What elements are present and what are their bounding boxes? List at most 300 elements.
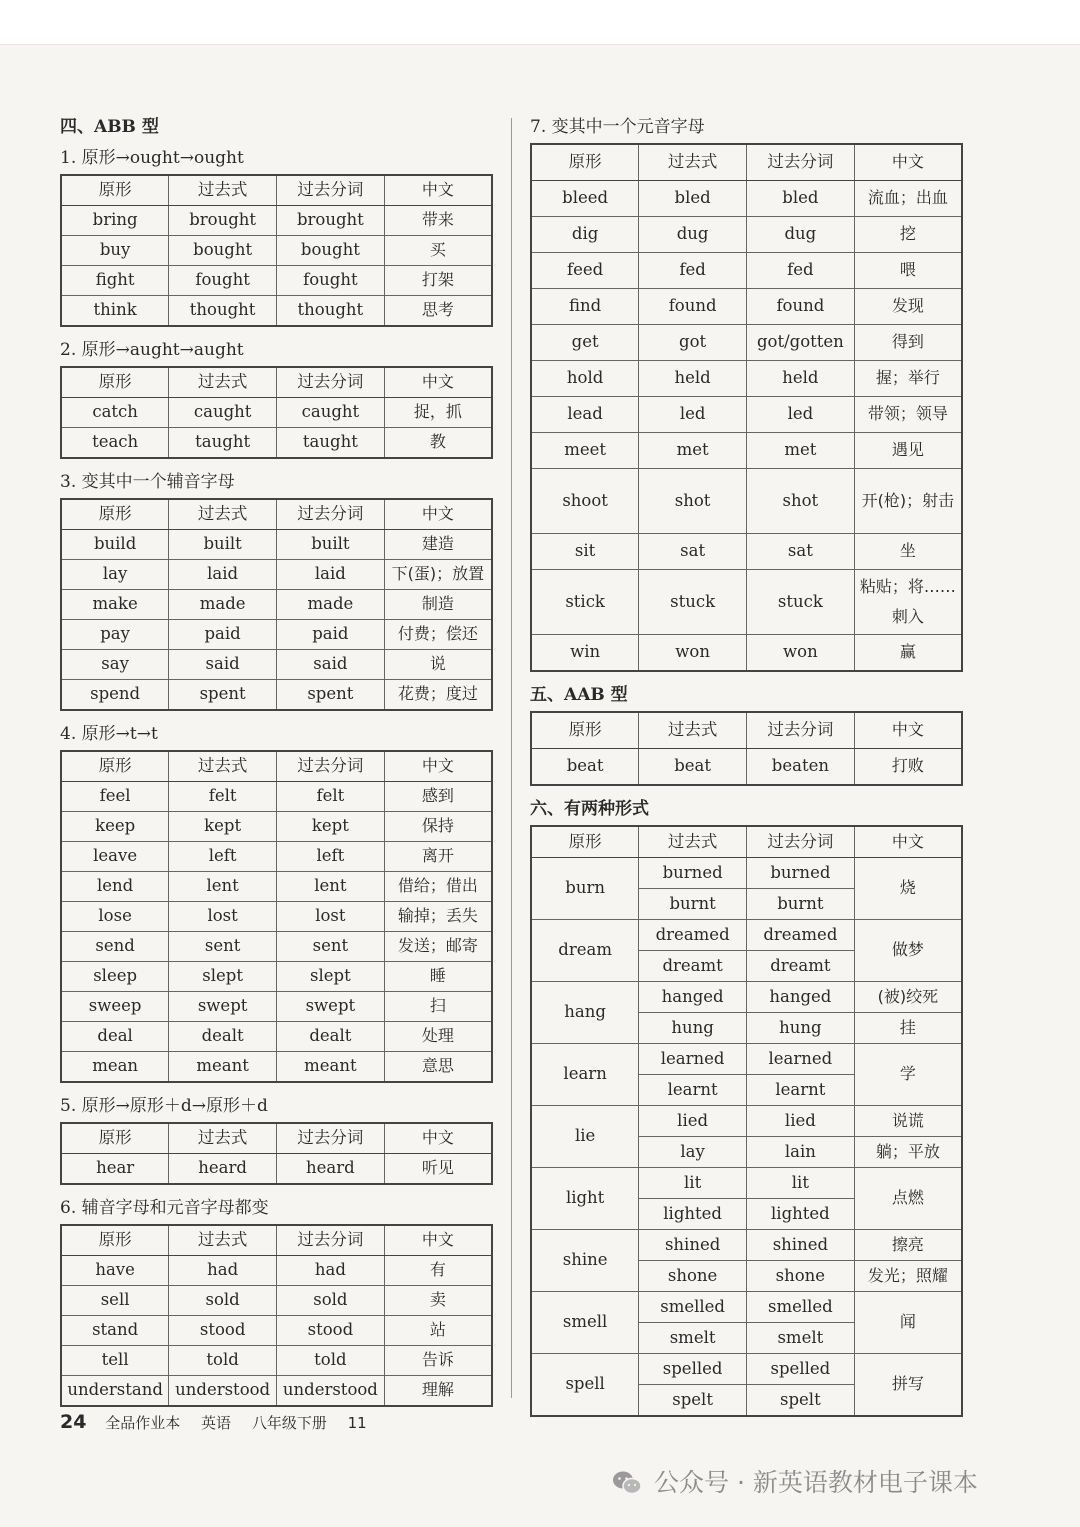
table-row (61, 530, 492, 560)
wechat-icon (612, 1470, 642, 1496)
table-row (61, 902, 492, 932)
meaning-cell: 挂 (854, 1013, 962, 1044)
table-cell: brought (277, 206, 385, 236)
header-cell: 过去式 (639, 144, 747, 181)
book-title: 全品作业本 (105, 1414, 181, 1432)
table-cell: shot (747, 469, 855, 534)
table-cell: led (747, 397, 855, 433)
table-cell: find (531, 289, 639, 325)
past-participle-cell: learned (747, 1044, 855, 1075)
header-cell: 过去分词 (747, 826, 855, 858)
grade-label: 八年级下册 (251, 1414, 327, 1432)
past-participle-cell: hanged (747, 982, 855, 1013)
past-participle-cell: shined (747, 1230, 855, 1261)
table-cell: understand (61, 1376, 169, 1407)
section-heading: 六、有两种形式 (530, 799, 649, 819)
header-cell: 原形 (531, 712, 639, 749)
table-cell: had (277, 1256, 385, 1286)
table-cell: understood (169, 1376, 277, 1407)
table-row (531, 570, 962, 635)
table-header-row (61, 367, 492, 398)
page-footer (60, 1409, 383, 1435)
table-cell: bring (61, 206, 169, 236)
header-cell: 过去式 (169, 175, 277, 206)
header-cell: 原形 (61, 367, 169, 398)
table-row (61, 560, 492, 590)
meaning-cell: 烧 (854, 858, 962, 920)
table-cell: bled (747, 181, 855, 217)
table-cell: hold (531, 361, 639, 397)
past-form-cell: smelled (639, 1292, 747, 1323)
table-cell: 捉，抓 (384, 398, 492, 428)
table-cell: met (639, 433, 747, 469)
section-heading: 3. 变其中一个辅音字母 (60, 472, 235, 492)
table-cell: feed (531, 253, 639, 289)
table-cell: 站 (384, 1316, 492, 1346)
table-cell: 扫 (384, 992, 492, 1022)
past-form-cell: learned (639, 1044, 747, 1075)
table-cell: sell (61, 1286, 169, 1316)
header-cell: 中文 (384, 751, 492, 782)
table-row (61, 812, 492, 842)
subject-label: 英语 (201, 1414, 232, 1432)
past-form-cell: dreamed (639, 920, 747, 951)
header-cell: 过去分词 (747, 144, 855, 181)
section-gap (60, 1083, 493, 1091)
table-cell: slept (169, 962, 277, 992)
table-cell: held (747, 361, 855, 397)
past-form-cell: smelt (639, 1323, 747, 1354)
table-row (61, 296, 492, 327)
table-row (531, 920, 962, 951)
verb-table (530, 143, 963, 672)
header-cell: 过去分词 (277, 367, 385, 398)
table-cell: 输掉；丢失 (384, 902, 492, 932)
header-cell: 原形 (61, 751, 169, 782)
table-cell: 得到 (854, 325, 962, 361)
table-cell: pay (61, 620, 169, 650)
header-cell: 过去式 (169, 1225, 277, 1256)
base-form-cell: hang (531, 982, 639, 1044)
table-row (531, 749, 962, 786)
table-row (61, 782, 492, 812)
section-gap (530, 672, 963, 680)
table-cell: paid (169, 620, 277, 650)
header-cell: 过去式 (169, 499, 277, 530)
table-cell: fed (747, 253, 855, 289)
table-cell: teach (61, 428, 169, 459)
table-cell: 告诉 (384, 1346, 492, 1376)
verb-table (60, 750, 493, 1083)
table-cell: lend (61, 872, 169, 902)
header-cell: 中文 (384, 175, 492, 206)
past-participle-cell: dreamt (747, 951, 855, 982)
table-cell: found (639, 289, 747, 325)
table-row (61, 842, 492, 872)
meaning-cell: 点燃 (854, 1168, 962, 1230)
table-row (61, 590, 492, 620)
table-cell: 买 (384, 236, 492, 266)
table-cell: dig (531, 217, 639, 253)
table-header-row (531, 826, 962, 858)
table-cell: felt (277, 782, 385, 812)
table-cell: taught (277, 428, 385, 459)
table-cell: 发送；邮寄 (384, 932, 492, 962)
table-cell: 离开 (384, 842, 492, 872)
verb-table (60, 1224, 493, 1407)
header-cell: 过去式 (639, 826, 747, 858)
table-header-row (61, 1123, 492, 1154)
table-row (531, 289, 962, 325)
table-cell: 保持 (384, 812, 492, 842)
header-cell: 过去式 (169, 367, 277, 398)
table-row (531, 253, 962, 289)
table-row (531, 469, 962, 534)
table-header-row (531, 144, 962, 181)
table-cell: lose (61, 902, 169, 932)
table-row (61, 206, 492, 236)
header-cell: 过去式 (169, 751, 277, 782)
watermark (612, 1465, 978, 1501)
header-cell: 中文 (854, 712, 962, 749)
table-cell: won (747, 635, 855, 672)
table-row (531, 181, 962, 217)
table-cell: left (169, 842, 277, 872)
section-gap (60, 1185, 493, 1193)
table-cell: leave (61, 842, 169, 872)
table-row (61, 620, 492, 650)
table-row (531, 1292, 962, 1323)
table-cell: 理解 (384, 1376, 492, 1407)
table-cell: dealt (169, 1022, 277, 1052)
table-cell: met (747, 433, 855, 469)
table-cell: 说 (384, 650, 492, 680)
verb-table-two-forms (530, 825, 963, 1417)
header-cell: 过去分词 (277, 1225, 385, 1256)
table-cell: beaten (747, 749, 855, 786)
column-divider (511, 118, 512, 1398)
past-participle-cell: lain (747, 1137, 855, 1168)
header-cell: 过去分词 (747, 712, 855, 749)
table-header-row (531, 712, 962, 749)
past-form-cell: burnt (639, 889, 747, 920)
past-participle-cell: spelt (747, 1385, 855, 1417)
table-cell: beat (639, 749, 747, 786)
table-row (61, 1022, 492, 1052)
table-cell: 发现 (854, 289, 962, 325)
table-cell: thought (277, 296, 385, 327)
table-row (61, 1346, 492, 1376)
table-cell: 借给；借出 (384, 872, 492, 902)
table-cell: bleed (531, 181, 639, 217)
table-cell: found (747, 289, 855, 325)
past-form-cell: learnt (639, 1075, 747, 1106)
table-cell: tell (61, 1346, 169, 1376)
table-cell: 意思 (384, 1052, 492, 1083)
table-cell: fought (169, 266, 277, 296)
past-form-cell: lit (639, 1168, 747, 1199)
table-cell: shot (639, 469, 747, 534)
table-cell: 流血；出血 (854, 181, 962, 217)
past-form-cell: spelled (639, 1354, 747, 1385)
table-cell: 建造 (384, 530, 492, 560)
verb-table (60, 498, 493, 711)
table-cell: spent (169, 680, 277, 711)
table-cell: understood (277, 1376, 385, 1407)
footer-number: 11 (347, 1414, 367, 1432)
section-heading: 四、ABB 型 (60, 117, 159, 137)
table-cell: stuck (747, 570, 855, 635)
table-row (531, 1230, 962, 1261)
table-cell: taught (169, 428, 277, 459)
table-cell: 带领；领导 (854, 397, 962, 433)
table-row (531, 397, 962, 433)
past-participle-cell: spelled (747, 1354, 855, 1385)
past-participle-cell: smelled (747, 1292, 855, 1323)
past-form-cell: shone (639, 1261, 747, 1292)
table-cell: stood (277, 1316, 385, 1346)
table-cell: send (61, 932, 169, 962)
header-cell: 中文 (854, 826, 962, 858)
table-cell: lost (169, 902, 277, 932)
table-cell: made (169, 590, 277, 620)
table-cell: had (169, 1256, 277, 1286)
table-cell: shoot (531, 469, 639, 534)
table-cell: 坐 (854, 534, 962, 570)
table-cell: 打架 (384, 266, 492, 296)
table-cell: 听见 (384, 1154, 492, 1185)
table-row (61, 962, 492, 992)
table-cell: led (639, 397, 747, 433)
table-cell: got/gotten (747, 325, 855, 361)
table-cell: win (531, 635, 639, 672)
table-row (531, 1106, 962, 1137)
table-cell: bought (169, 236, 277, 266)
table-cell: keep (61, 812, 169, 842)
table-cell: sat (639, 534, 747, 570)
table-cell: said (277, 650, 385, 680)
base-form-cell: burn (531, 858, 639, 920)
base-form-cell: lie (531, 1106, 639, 1168)
table-cell: felt (169, 782, 277, 812)
header-cell: 中文 (384, 1225, 492, 1256)
past-participle-cell: learnt (747, 1075, 855, 1106)
table-row (61, 1256, 492, 1286)
table-cell: meet (531, 433, 639, 469)
table-row (61, 680, 492, 711)
table-cell: 开(枪)；射击 (854, 469, 962, 534)
past-participle-cell: shone (747, 1261, 855, 1292)
table-row (531, 325, 962, 361)
table-row (531, 858, 962, 889)
table-row (61, 236, 492, 266)
table-cell: 花费；度过 (384, 680, 492, 711)
table-row (531, 1354, 962, 1385)
meaning-cell: 躺；平放 (854, 1137, 962, 1168)
table-cell: slept (277, 962, 385, 992)
past-form-cell: dreamt (639, 951, 747, 982)
table-cell: 思考 (384, 296, 492, 327)
table-cell: 带来 (384, 206, 492, 236)
table-cell: bought (277, 236, 385, 266)
table-row (61, 1052, 492, 1083)
table-cell: 感到 (384, 782, 492, 812)
table-cell: 喂 (854, 253, 962, 289)
table-cell: 有 (384, 1256, 492, 1286)
table-row (531, 635, 962, 672)
table-row (531, 1044, 962, 1075)
table-cell: caught (169, 398, 277, 428)
header-cell: 中文 (854, 144, 962, 181)
table-cell: lent (169, 872, 277, 902)
table-row (531, 433, 962, 469)
past-form-cell: burned (639, 858, 747, 889)
past-participle-cell: hung (747, 1013, 855, 1044)
meaning-cell: 学 (854, 1044, 962, 1106)
meaning-cell: 拼写 (854, 1354, 962, 1417)
table-cell: built (169, 530, 277, 560)
base-form-cell: shine (531, 1230, 639, 1292)
table-cell: have (61, 1256, 169, 1286)
table-cell: laid (277, 560, 385, 590)
section-heading: 五、AAB 型 (530, 685, 628, 705)
table-cell: 卖 (384, 1286, 492, 1316)
table-cell: 挖 (854, 217, 962, 253)
base-form-cell: spell (531, 1354, 639, 1417)
table-cell: sweep (61, 992, 169, 1022)
meaning-cell: 做梦 (854, 920, 962, 982)
past-form-cell: lighted (639, 1199, 747, 1230)
table-cell: 下(蛋)；放置 (384, 560, 492, 590)
top-margin-band (0, 0, 1080, 45)
base-form-cell: learn (531, 1044, 639, 1106)
table-cell: made (277, 590, 385, 620)
table-cell: stand (61, 1316, 169, 1346)
table-cell: stick (531, 570, 639, 635)
section-heading: 4. 原形→t→t (60, 724, 158, 744)
table-cell: got (639, 325, 747, 361)
table-cell: built (277, 530, 385, 560)
table-row (61, 1286, 492, 1316)
table-row (61, 992, 492, 1022)
table-cell: sold (169, 1286, 277, 1316)
left-column (60, 112, 493, 1415)
table-cell: 握；举行 (854, 361, 962, 397)
table-cell: sat (747, 534, 855, 570)
table-cell: 制造 (384, 590, 492, 620)
section-gap (60, 327, 493, 335)
base-form-cell: light (531, 1168, 639, 1230)
table-row (531, 534, 962, 570)
table-cell: 处理 (384, 1022, 492, 1052)
section-heading: 2. 原形→aught→aught (60, 340, 244, 360)
table-cell: 遇见 (854, 433, 962, 469)
verb-table (60, 174, 493, 327)
table-cell: held (639, 361, 747, 397)
table-cell: 粘贴；将……刺入 (854, 570, 962, 635)
table-cell: lent (277, 872, 385, 902)
past-form-cell: lied (639, 1106, 747, 1137)
table-row (61, 872, 492, 902)
table-cell: swept (277, 992, 385, 1022)
header-cell: 原形 (61, 1225, 169, 1256)
table-cell: make (61, 590, 169, 620)
table-cell: stuck (639, 570, 747, 635)
table-header-row (61, 175, 492, 206)
table-cell: sleep (61, 962, 169, 992)
meaning-cell: 发光；照耀 (854, 1261, 962, 1292)
table-cell: heard (277, 1154, 385, 1185)
table-row (61, 266, 492, 296)
base-form-cell: dream (531, 920, 639, 982)
verb-table (60, 366, 493, 459)
header-cell: 原形 (61, 175, 169, 206)
table-cell: fed (639, 253, 747, 289)
table-cell: think (61, 296, 169, 327)
table-cell: told (169, 1346, 277, 1376)
table-row (531, 982, 962, 1013)
table-cell: beat (531, 749, 639, 786)
table-cell: spend (61, 680, 169, 711)
meaning-cell: 擦亮 (854, 1230, 962, 1261)
table-cell: get (531, 325, 639, 361)
table-row (61, 1316, 492, 1346)
header-cell: 原形 (531, 144, 639, 181)
section-heading: 5. 原形→原形＋d→原形＋d (60, 1096, 268, 1116)
table-cell: brought (169, 206, 277, 236)
table-cell: heard (169, 1154, 277, 1185)
section-heading: 1. 原形→ought→ought (60, 148, 244, 168)
page-number: 24 (60, 1411, 87, 1433)
right-column (530, 112, 963, 1417)
verb-table (530, 711, 963, 786)
past-form-cell: lay (639, 1137, 747, 1168)
header-cell: 过去分词 (277, 175, 385, 206)
table-cell: swept (169, 992, 277, 1022)
header-cell: 过去分词 (277, 499, 385, 530)
table-cell: 教 (384, 428, 492, 459)
table-cell: say (61, 650, 169, 680)
table-cell: fought (277, 266, 385, 296)
section-gap (60, 711, 493, 719)
table-cell: paid (277, 620, 385, 650)
base-form-cell: smell (531, 1292, 639, 1354)
table-cell: meant (169, 1052, 277, 1083)
header-cell: 原形 (531, 826, 639, 858)
table-cell: buy (61, 236, 169, 266)
table-cell: said (169, 650, 277, 680)
meaning-cell: (被)绞死 (854, 982, 962, 1013)
header-cell: 过去分词 (277, 751, 385, 782)
table-cell: build (61, 530, 169, 560)
table-cell: left (277, 842, 385, 872)
header-cell: 原形 (61, 1123, 169, 1154)
table-row (61, 398, 492, 428)
table-cell: 付费；偿还 (384, 620, 492, 650)
past-form-cell: shined (639, 1230, 747, 1261)
past-participle-cell: burnt (747, 889, 855, 920)
table-cell: lost (277, 902, 385, 932)
table-cell: meant (277, 1052, 385, 1083)
table-row (61, 650, 492, 680)
past-participle-cell: smelt (747, 1323, 855, 1354)
table-cell: laid (169, 560, 277, 590)
table-cell: mean (61, 1052, 169, 1083)
watermark-text: 公众号 · 新英语教材电子课本 (654, 1468, 978, 1497)
table-cell: stood (169, 1316, 277, 1346)
past-participle-cell: lit (747, 1168, 855, 1199)
table-cell: lead (531, 397, 639, 433)
